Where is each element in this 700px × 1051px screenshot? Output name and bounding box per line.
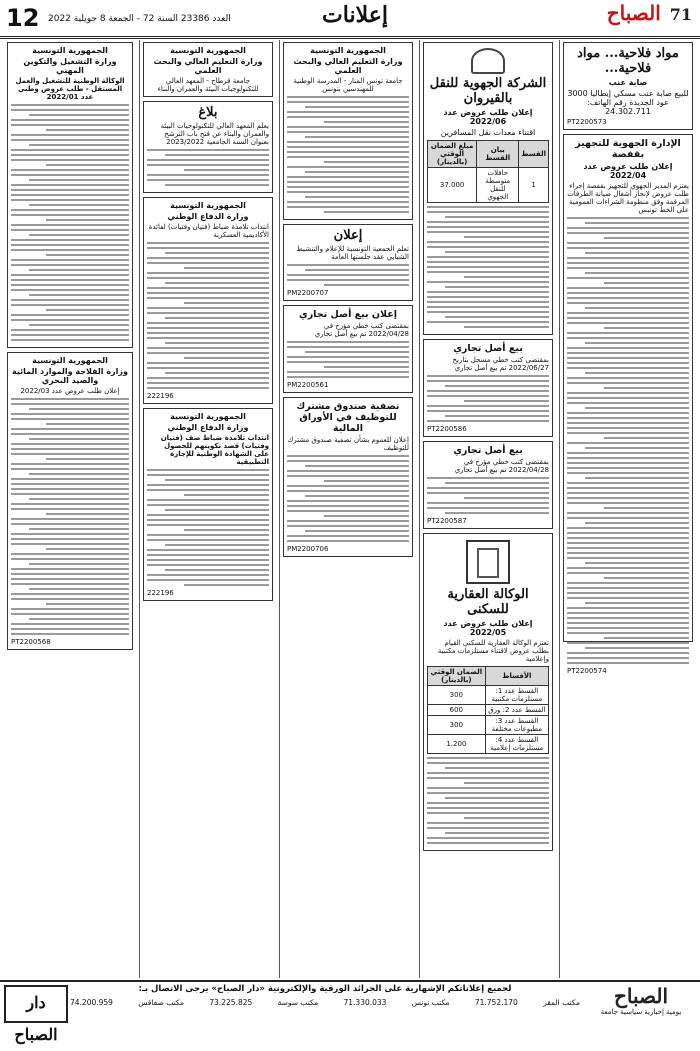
ad-sale-business-1	[423, 339, 553, 437]
table-header: الضمان الوقتي (بالدينار)	[428, 667, 486, 686]
ad-notice	[283, 224, 413, 301]
column-1	[559, 40, 696, 978]
ad-title: الشركة الجهوية للنقل بالقيروان	[429, 76, 547, 106]
ad-body: الوكالة الوطنية للتشغيل والعمل المستقل - طلب عروض وطني عدد 2022/01	[15, 77, 125, 101]
ad-body: بمقتضى كتب خطي مؤرخ في 2022/04/28 تم بيع أصل تجاري	[454, 458, 549, 474]
ad-title: الجمهورية التونسية	[170, 46, 246, 55]
table-cell: القسط عدد 3: مطبوعات مختلفة	[485, 716, 548, 735]
lots-table	[427, 666, 549, 754]
masthead-number: 71	[669, 5, 692, 24]
ad-fund-liquidation	[283, 397, 413, 557]
ad-carthage-institute	[143, 42, 273, 97]
office-phone: 73.225.825	[209, 998, 253, 1007]
table-row	[428, 705, 549, 716]
ad-kairouan-transport	[423, 42, 553, 335]
masthead-name: الصباح	[606, 1, 661, 25]
ad-announcement	[143, 101, 273, 193]
ad-body: تعلم الجمعية التونسية للإعلام والتنشيط الشبابي عقد جلستها العامة	[296, 245, 409, 261]
ad-defense-officers	[143, 197, 273, 404]
lots-table	[427, 140, 549, 203]
page-header	[0, 0, 700, 39]
table-cell: 300	[428, 686, 486, 705]
ad-gafsa-equipment	[563, 134, 693, 675]
ad-title: بيع أصل تجاري	[453, 445, 523, 456]
ad-title: بلاغ	[198, 105, 218, 120]
table-header: بيان القسط	[477, 141, 519, 168]
ad-agriculture-ministry	[7, 352, 133, 650]
ad-housing-agency	[423, 533, 553, 851]
ad-body: بمقتضى كتب خطي مؤرخ في 2022/04/28 تم بيع أصل تجاري	[314, 322, 409, 338]
section-title: إعلانات	[322, 2, 388, 28]
ad-ref: PT2200574	[567, 667, 607, 675]
ad-ref: PT2200573	[567, 118, 607, 126]
office-label: مكتب صفاقس	[138, 998, 185, 1007]
page-footer	[0, 980, 700, 1044]
office-label: مكتب المقر	[543, 998, 580, 1007]
footer-heading: لجميع إعلاناتكم الإشهارية على الجرائد الورقية والإلكترونية «دار الصباح» يرجى الاتصال بـ:	[138, 984, 512, 994]
ad-ref: PT2200587	[427, 517, 467, 525]
masthead	[607, 1, 692, 25]
ad-subtitle: وزارة التعليم العالي والبحث العلمي	[293, 57, 403, 75]
column-5	[4, 40, 136, 978]
table-header: الأقساط	[485, 667, 548, 686]
footer-brand-name: الصباح	[613, 984, 669, 1008]
ad-sale-business-2	[423, 441, 553, 529]
ad-ref: PM2200561	[287, 381, 329, 389]
office-phone: 71.330.033	[343, 998, 387, 1007]
ad-columns	[0, 40, 700, 978]
ad-body: بمقتضى كتب خطي مسجل بتاريخ 2022/06/27 تم بيع أصل تجاري	[452, 356, 549, 372]
ad-title: الجمهورية التونسية	[32, 356, 108, 365]
ad-subtitle: صابة عنب	[608, 78, 648, 87]
ad-body: جامعة تونس المنار - المدرسة الوطنية للمهندسين بتونس	[293, 77, 403, 93]
text-lines	[567, 217, 689, 664]
table-row	[428, 735, 549, 754]
footer-brand-left: دار الصباح	[4, 985, 68, 1023]
footer-contacts	[70, 998, 580, 1007]
ad-title: إعلان	[333, 228, 363, 243]
table-header: القسط	[519, 141, 549, 168]
ad-body: يعتزم المدير الجهوي للتجهيز بقفصة إجراء طلب عروض لإنجاز أشغال صيانة الطرقات المرقمة وفق منظومة الشراءات العمومية على الخط تونبس	[567, 182, 689, 214]
table-row	[428, 168, 549, 203]
table-cell: القسط عدد 4: مستلزمات إعلامية	[485, 735, 548, 754]
table-cell: القسط عدد 2: ورق	[485, 705, 548, 716]
page-number: 12	[6, 4, 40, 32]
ad-sale-business-3	[283, 305, 413, 393]
ad-body: جامعة قرطاج - المعهد العالي للتكنولوجيات البيئة والعمران والبناء	[157, 77, 259, 93]
ad-ref: PT2200586	[427, 425, 467, 433]
ad-title: الجمهورية التونسية	[310, 46, 386, 55]
company-logo-icon	[471, 48, 505, 74]
ad-title: الجمهورية التونسية	[32, 46, 108, 55]
table-cell: 300	[428, 716, 486, 735]
ad-title: بيع أصل تجاري	[453, 343, 523, 354]
ad-body: إعلان طلب عروض عدد 2022/03	[20, 387, 120, 395]
table-row	[428, 686, 549, 705]
text-lines	[427, 206, 549, 328]
footer-brand-tagline: يومية إخبارية سياسية جامعة	[600, 1008, 682, 1016]
ad-employment-agency	[7, 42, 133, 348]
ad-title: إعلان بيع أصل تجاري	[299, 309, 397, 320]
ad-ref: PM2200707	[287, 289, 329, 297]
ad-body: اقتناء معدات نقل المسافرين	[440, 128, 536, 137]
ad-title: الجمهورية التونسية	[170, 201, 246, 210]
column-3	[279, 40, 416, 978]
table-cell: 37.000	[428, 168, 477, 203]
ad-subtitle: إعلان طلب عروض عدد 2022/06	[443, 108, 533, 126]
ad-title: الوكالة العقارية للسكنى	[447, 587, 529, 617]
ad-subtitle: وزارة التشغيل والتكوين المهني	[23, 57, 117, 75]
column-2	[419, 40, 556, 978]
table-cell: القسط عدد 1: مستلزمات مكتبية	[485, 686, 548, 705]
ad-title: الإدارة الجهوية للتجهيز بقفصة	[575, 138, 681, 160]
ad-body: انتداب تلامذة ضباط (فتيان وفتيات) لفائدة الأكاديمية العسكرية	[148, 223, 269, 239]
ad-subtitle: وزارة الدفاع الوطني	[167, 212, 249, 221]
ad-subtitle: وزارة الدفاع الوطني	[167, 423, 249, 432]
office-label: مكتب تونس	[411, 998, 450, 1007]
ad-subtitle: وزارة التعليم العالي والبحث العلمي	[153, 57, 263, 75]
issue-line: العدد 23386 السنة 72 - الجمعة 8 جويلية 2022	[48, 14, 231, 24]
ad-ref: PM2200706	[287, 545, 329, 553]
ad-grapes	[563, 42, 693, 130]
ad-subtitle: إعلان طلب عروض عدد 2022/05	[443, 619, 533, 637]
ad-title: تصفية صندوق مشترك للتوظيف في الأوراق المالية	[296, 401, 400, 434]
table-cell: 600	[428, 705, 486, 716]
ad-title: مواد فلاحية... مواد فلاحية...	[577, 46, 679, 76]
ad-title: الجمهورية التونسية	[170, 412, 246, 421]
ad-body: تعتزم الوكالة العقارية للسكنى القيام بطلب عروض لاقتناء مستلزمات مكتبية وإعلامية	[437, 639, 549, 663]
office-phone: 71.752.170	[474, 998, 518, 1007]
ad-body: انتداب تلامذة ضباط صف (فتيان وفتيات) قصد تكوينهم للحصول على الشهادة الوطنية للإجازة التطبيقية	[160, 434, 269, 466]
ad-subtitle: إعلان طلب عروض عدد 2022/04	[583, 162, 673, 180]
ad-body: إعلان للعموم بشأن تصفية صندوق مشترك للتوظيف	[287, 436, 409, 452]
table-cell: حافلات متوسطة للنقل الجهوي	[477, 168, 519, 203]
ad-defense-nco	[143, 408, 273, 601]
table-row	[428, 716, 549, 735]
office-phone: 74.200.959	[70, 998, 113, 1007]
office-label: مكتب سوسة	[277, 998, 319, 1007]
ad-subtitle: وزارة الفلاحة والموارد المائية والصيد البحري	[12, 367, 128, 385]
ad-enit	[283, 42, 413, 220]
ad-body: للبيع صابة عنب مسكي إيطاليا 3000 عود الجديدة رقم الهاتف: 24.302.711	[567, 89, 689, 116]
ad-body: يعلم المعهد العالي للتكنولوجيات البيئة والعمران والبناء عن فتح باب الترشح بعنوان السنة الجامعية 2023/2022	[160, 122, 269, 146]
ad-ref: 222196	[147, 589, 174, 597]
ad-ref: PT2200568	[11, 638, 51, 646]
table-cell: 1.200	[428, 735, 486, 754]
footer-brand-right	[586, 984, 696, 1016]
housing-agency-logo-icon	[466, 540, 510, 584]
table-cell: 1	[519, 168, 549, 203]
table-header: مبلغ الضمان الوقتي (بالدينار)	[428, 141, 477, 168]
column-4	[139, 40, 276, 978]
ad-ref: 222196	[147, 392, 174, 400]
